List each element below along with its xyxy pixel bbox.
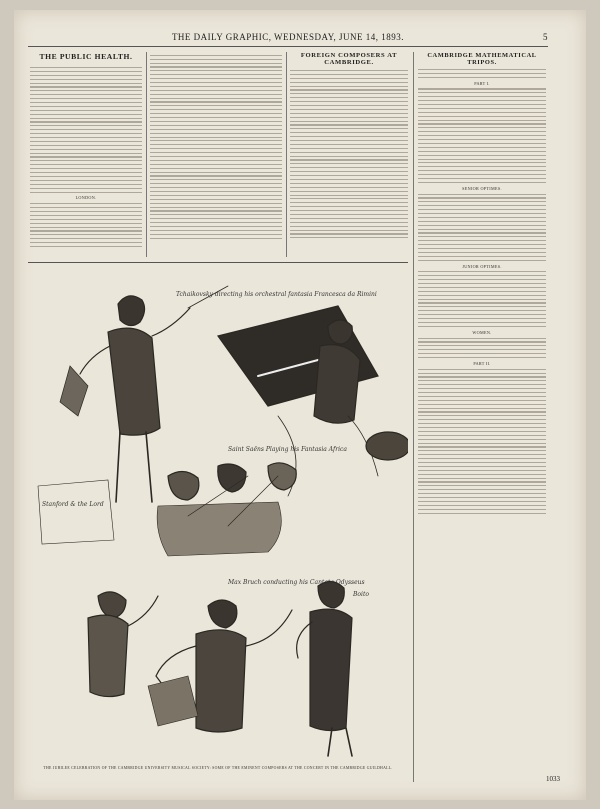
composers-heading: FOREIGN COMPOSERS AT CAMBRIDGE. — [300, 52, 398, 66]
max-bruch-note: Max Bruch conducting his Cantata Odysseus — [228, 579, 365, 586]
tchaikovsky-figure — [60, 286, 228, 502]
column-divider-3 — [413, 52, 414, 782]
part-one-heading: PART I. — [474, 80, 490, 86]
tripos-intro — [418, 69, 546, 78]
composers-body — [290, 70, 408, 238]
page-number: 5 — [543, 32, 548, 42]
masthead-title: THE DAILY GRAPHIC, WEDNESDAY, JUNE 14, 1893. — [171, 32, 405, 42]
masthead-rule — [28, 46, 548, 47]
tripos-heading: CAMBRIDGE MATHEMATICAL TRIPOS. — [427, 52, 537, 66]
illustration-caption: THE JUBILEE CELEBRATION OF THE CAMBRIDGE UNIVERSITY MUSICAL SOCIETY: SOME OF THE EMINENT COMPOSERS AT THE CONCERT IN THE CAMBRIDGE GUILDHALL. — [43, 766, 393, 770]
junior-optimes-list — [418, 271, 546, 327]
london-subheading: LONDON. — [75, 195, 97, 201]
senior-optimes-list — [418, 194, 546, 261]
tripos-column — [418, 52, 546, 517]
left-bottom-figure — [88, 592, 158, 697]
london-body — [30, 203, 142, 247]
public-health-heading: THE PUBLIC HEALTH. — [39, 52, 133, 61]
column-divider-2 — [286, 52, 287, 257]
health-continued-body — [150, 55, 282, 239]
orchestra-figures — [157, 463, 296, 556]
women-list — [418, 338, 546, 359]
wranglers-list — [418, 88, 546, 182]
saint-saens-figure — [218, 306, 408, 496]
stanford-note: Stanford & the Lord — [42, 501, 104, 508]
junior-optimes-heading: JUNIOR OPTIMES. — [462, 263, 502, 269]
boito-note: Boito — [353, 591, 369, 598]
composers-illustration — [28, 266, 408, 766]
illustration-top-rule — [28, 262, 408, 263]
boito-figure — [297, 581, 352, 756]
women-heading: WOMEN. — [472, 329, 492, 335]
health-continued-column — [150, 52, 282, 242]
max-bruch-figure — [148, 600, 292, 732]
folio-number: 1033 — [546, 775, 560, 783]
saint-saens-note: Saint Saëns Playing his Fantasia Africa — [228, 446, 347, 453]
tchaikovsky-note: Tchaikovsky directing his orchestral fantasia Francesca da Rimini — [176, 291, 377, 298]
column-divider-1 — [146, 52, 147, 257]
masthead — [28, 32, 548, 44]
public-health-body — [30, 67, 142, 193]
part-two-body — [418, 369, 546, 514]
senior-optimes-heading: SENIOR OPTIMES. — [462, 185, 502, 191]
part-two-heading: PART II. — [473, 360, 491, 366]
composers-column — [290, 52, 408, 241]
public-health-column — [30, 52, 142, 250]
